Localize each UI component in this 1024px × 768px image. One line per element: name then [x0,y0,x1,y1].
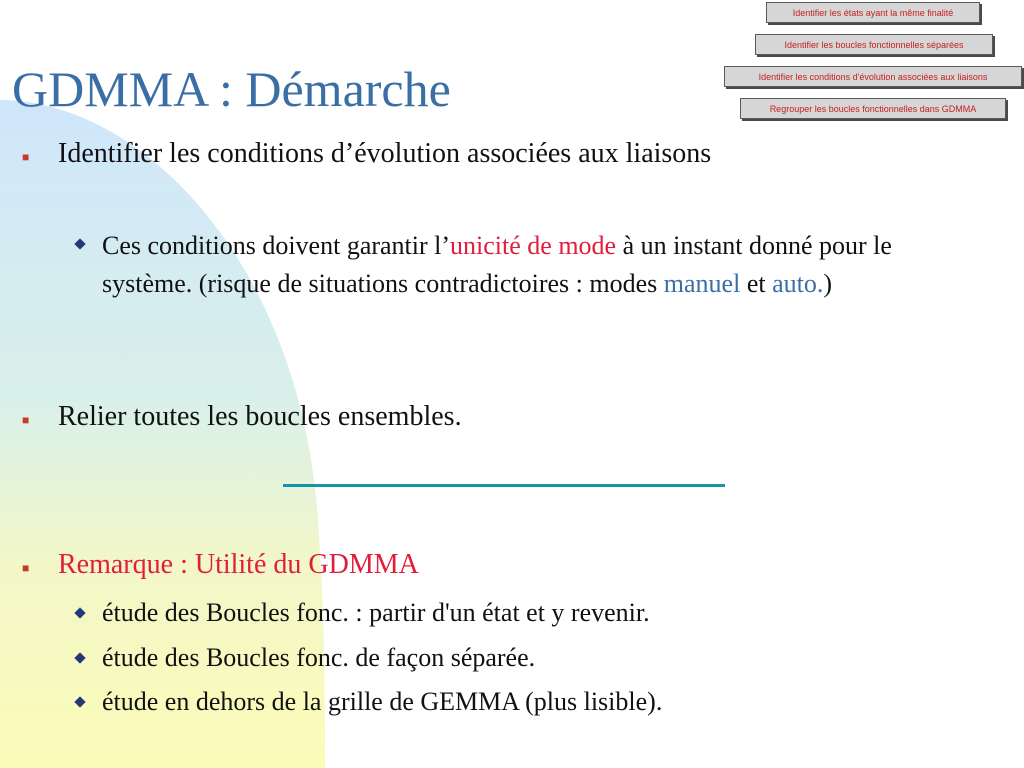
step-box-4: Regrouper les boucles fonctionnelles dans GDMMA [740,98,1006,119]
sub-bullet-1: Ces conditions doivent garantir l’unicité de mode à un instant donné pour le système. (risque de situations contradictoires : modes manuel et auto.) [102,231,892,298]
bullet-square-icon: ■ [22,561,30,575]
sub-bullet-3: étude des Boucles fonc. de façon séparée. [102,643,536,672]
step-box-2: Identifier les boucles fonctionnelles séparées [755,34,993,55]
mode-auto: auto. [772,269,824,298]
mode-manuel: manuel [663,269,741,298]
sub-bullet-4: étude en dehors de la grille de GEMMA (plus lisible). [102,687,663,716]
step-box-1: Identifier les états ayant la même finalité [766,2,980,23]
bullet-square-icon: ■ [22,150,30,164]
divider-line [283,484,725,487]
slide-title: GDMMA : Démarche [12,61,451,117]
bullet-1-text: Identifier les conditions d’évolution associées aux liaisons [58,138,712,169]
bullet-3-text: Remarque : Utilité du GDMMA [58,549,419,580]
highlight-unicite: unicité de mode [450,231,617,260]
bullet-2-text: Relier toutes les boucles ensembles. [58,401,462,432]
step-box-3: Identifier les conditions d'évolution associées aux liaisons [724,66,1022,87]
sub-bullet-2: étude des Boucles fonc. : partir d'un état et y revenir. [102,598,650,627]
bullet-square-icon: ■ [22,413,30,427]
